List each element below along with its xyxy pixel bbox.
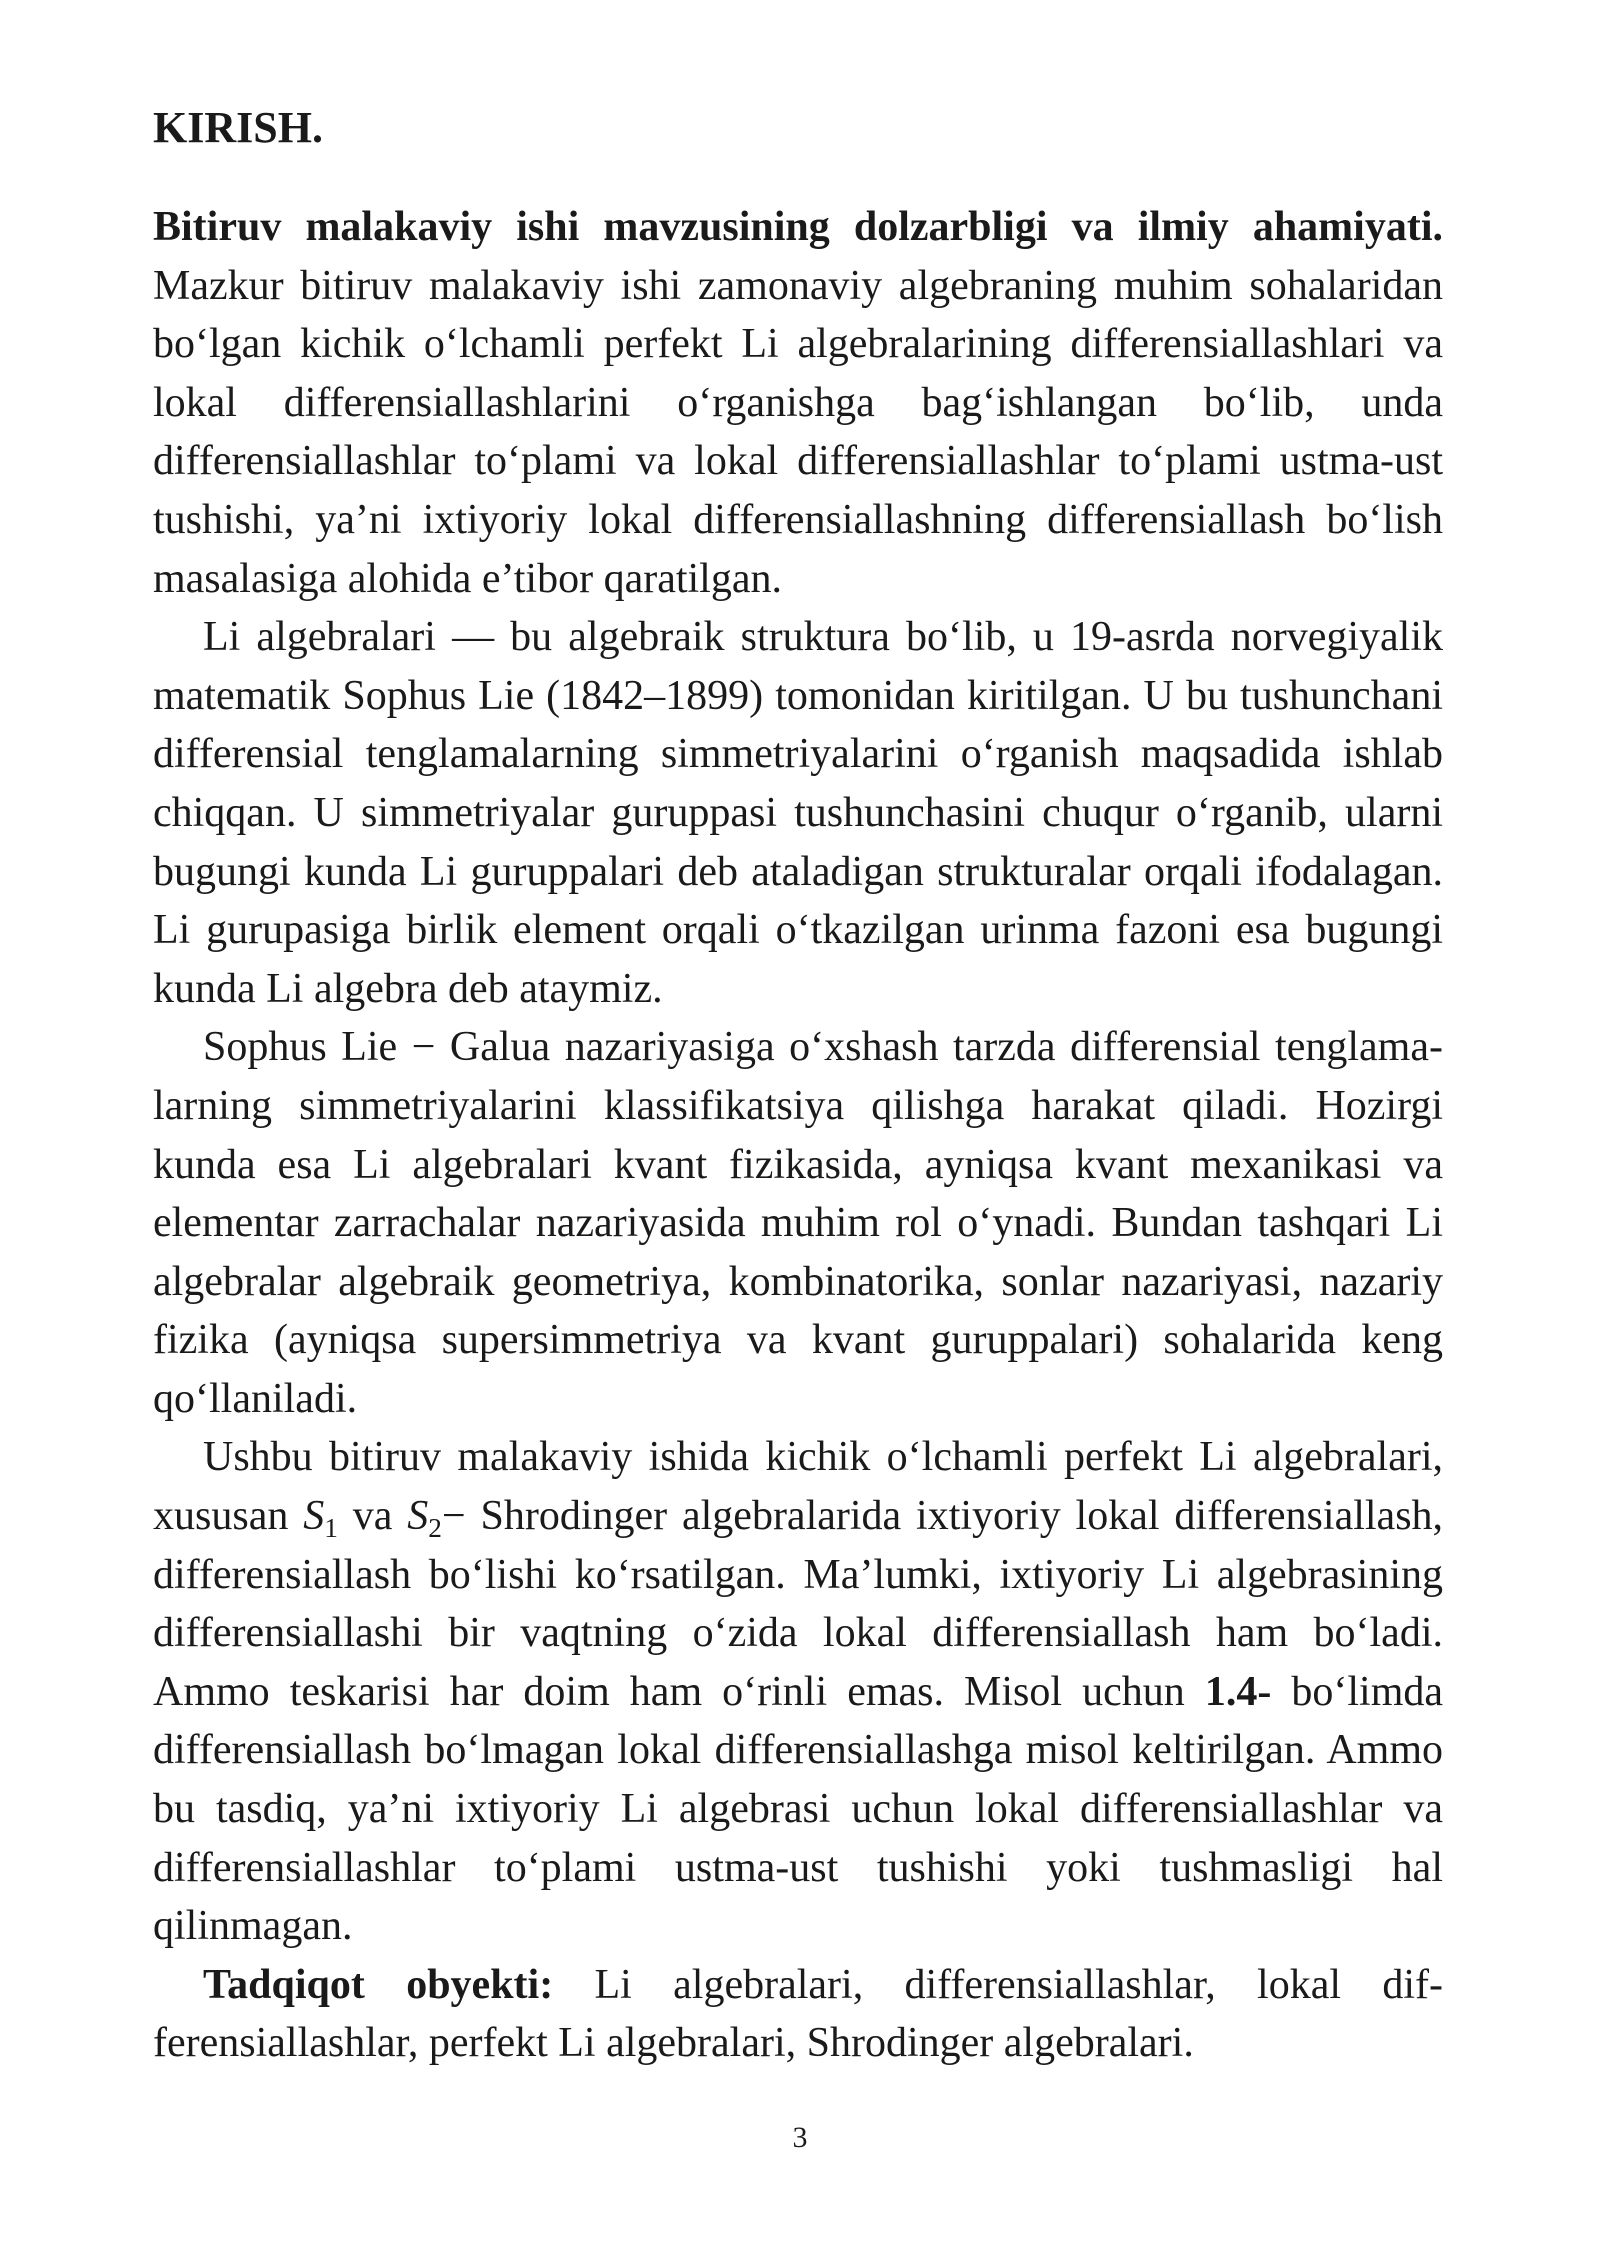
lie-history-text: Li algebralari — bu algebraik struktura bo‘lib, u 19-asrda norvegiyalik matematik Sophus Lie (1842–1899) tomonidan kiritilgan. U bu tushunchani differensial tenglamalarning simmetriyalarini o‘rganish maqsadida ishlab chiqqan. U simmetriyalar guruppasi tushunchasini chuqur o‘rganib, ularni bugungi kunda Li guruppalari deb ataladigan strukturalar orqali ifodalagan. Li gurupasiga birlik element orqali o‘tkazilgan urinma fazoni esa bugungi kunda Li algebra deb ataymiz. — [153, 614, 1443, 1012]
research-object-title: Tadqiqot obyekti: — [203, 1961, 554, 2008]
section-reference: 1.4- — [1204, 1668, 1272, 1715]
page-number: 3 — [792, 2121, 808, 2154]
scope-text-a: Ushbu bitiruv malakaviy ishida kichik o‘lchamli perfekt Li algebralari, xususan — [153, 1434, 1443, 1540]
relevance-title: Bitiruv malakaviy ishi mavzusining dolzarbligi va ilmiy ahamiyati. — [153, 204, 1443, 250]
relevance-text: Mazkur bitiruv malakaviy ishi zamonaviy algebraning muhim sohalaridan bo‘lgan kichik o‘lchamli perfekt Li algebralarining differensiallashlari va lokal differensiallashlarini o‘rganishga bag‘ishlangan bo‘lib, unda differensiallashlar to‘plami va lokal differensiallashlar to‘plami ustma-ust tushishi, ya’ni ixtiyoriy lokal differensiallashning differensiallash bo‘lish masalasiga alohida e’tibor qaratilgan. — [153, 262, 1443, 602]
research-object-text: Li algebralari, differensiallashlar, lokal differensiallashlar, perfekt Li algebralari, Shrodinger algebralari. — [153, 1961, 1443, 2067]
paragraph-relevance — [153, 198, 1443, 608]
scope-text-b: va — [352, 1493, 393, 1540]
paragraph-thesis-scope — [153, 1428, 1443, 1955]
paragraph-lie-history — [153, 608, 1443, 1018]
scope-text-c: − Shrodinger algebralarida ixtiyoriy lokal differensiallash, differensiallash bo‘lishi ko‘rsatilgan. Ma’lumki, ixtiyoriy Li algebrasining differensiallashi bir vaqtning o‘zida lokal differensiallash ham bo‘ladi. Ammo teskarisi har doim ham o‘rinli emas. Misol uchun — [153, 1493, 1444, 1715]
body-text — [153, 198, 1443, 2073]
math-s1: $S_1$ — [303, 1493, 338, 1544]
section-heading: KIRISH. — [153, 103, 323, 152]
paragraph-lie-applications — [153, 1018, 1443, 1428]
lie-applications-text: Sophus Lie − Galua nazariyasiga o‘xshash tarzda differensial tenglamalarning simmetriyalarini klassifikatsiya qilishga harakat qiladi. Hozirgi kunda esa Li algebralari kvant fizikasida, ayniqsa kvant mexanikasi va elementar zarrachalar nazariyasida muhim rol o‘ynadi. Bundan tashqari Li algebralar algebraik geometriya, kombinatorika, sonlar nazariyasi, nazariy fizika (ayniqsa supersimmetriya va kvant guruppalari) sohalarida keng qo‘llaniladi. — [153, 1024, 1443, 1422]
paragraph-research-object — [153, 1956, 1443, 2073]
scope-text-d: bo‘limda differensiallash bo‘lmagan lokal differensiallashga misol keltirilgan. Ammo bu tasdiq, ya’ni ixtiyoriy Li algebrasi uchun lokal differensiallashlar va differensiallashlar to‘plami ustma-ust tushishi yoki tushmasligi hal qilinmagan. — [153, 1668, 1444, 1950]
math-s2: $S_2$ — [407, 1493, 442, 1544]
